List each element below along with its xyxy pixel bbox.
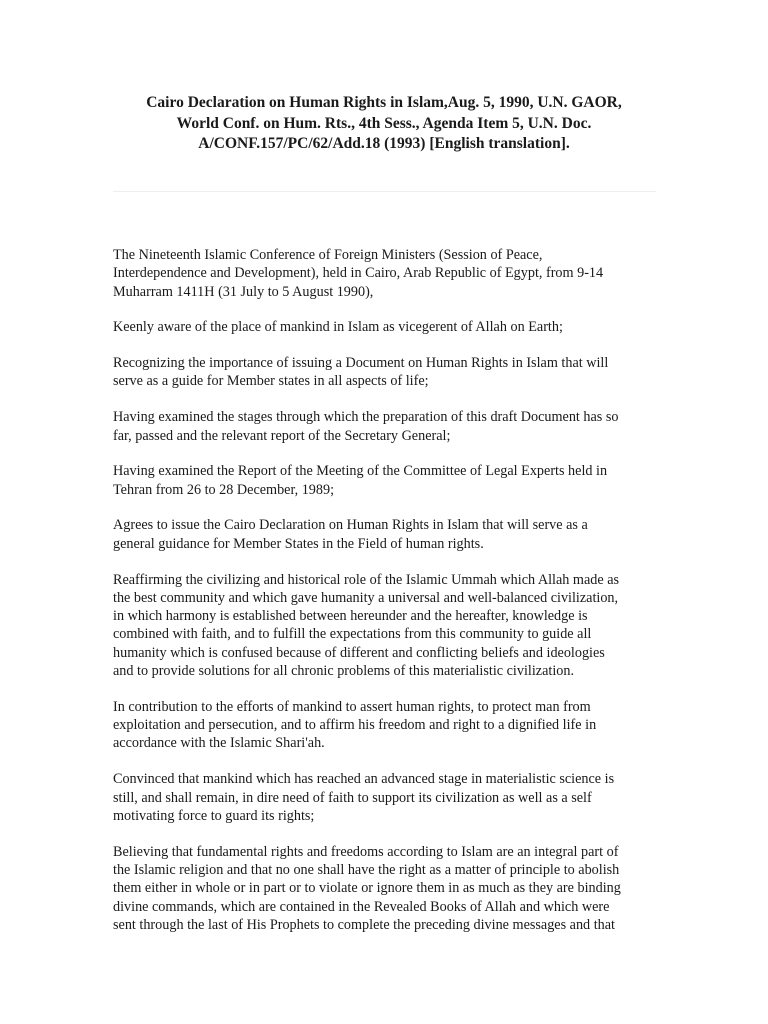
paragraph (113, 571, 673, 681)
paragraph-line: Tehran from 26 to 28 December, 1989; (113, 481, 335, 498)
paragraph (113, 354, 673, 391)
title-divider (113, 191, 656, 192)
paragraph-line: Having examined the Report of the Meeting of the Committee of Legal Experts held in (113, 463, 608, 480)
paragraph-line: the best community and which gave humanity a universal and well-balanced civilization, (113, 589, 619, 606)
paragraph-line: sent through the last of His Prophets to complete the preceding divine messages and that (113, 916, 615, 933)
paragraph-line: humanity which is confused because of different and conflicting beliefs and ideologies (113, 644, 605, 661)
paragraph-line: divine commands, which are contained in the Revealed Books of Allah and which were (113, 898, 610, 915)
paragraph (113, 770, 673, 825)
title-line: Cairo Declaration on Human Rights in Islam,Aug. 5, 1990, U.N. GAOR, (146, 94, 622, 111)
paragraph-line: serve as a guide for Member states in all aspects of life; (113, 373, 429, 390)
paragraph (113, 698, 673, 753)
paragraph-line: accordance with the Islamic Shari'ah. (113, 735, 325, 752)
title-line: A/CONF.157/PC/62/Add.18 (1993) [English translation]. (198, 135, 570, 152)
paragraph-line: Agrees to issue the Cairo Declaration on Human Rights in Islam that will serve as a (113, 517, 588, 534)
paragraph-line: and to provide solutions for all chronic problems of this materialistic civilization. (113, 663, 574, 680)
paragraph (113, 408, 673, 445)
document-title (100, 93, 668, 155)
paragraph-line: Keenly aware of the place of mankind in Islam as vicegerent of Allah on Earth; (113, 319, 563, 336)
paragraph (113, 516, 673, 553)
paragraph-line: Believing that fundamental rights and freedoms according to Islam are an integral part of (113, 843, 619, 860)
paragraph-line: Reaffirming the civilizing and historical role of the Islamic Ummah which Allah made as (113, 571, 620, 588)
paragraph-line: Interdependence and Development), held in Cairo, Arab Republic of Egypt, from 9-14 (113, 265, 604, 282)
paragraph (113, 843, 673, 934)
paragraph-line: exploitation and persecution, and to affirm his freedom and right to a dignified life in (113, 717, 597, 734)
paragraph-line: the Islamic religion and that no one shall have the right as a matter of principle to abolish (113, 861, 620, 878)
paragraph-line: combined with faith, and to fulfill the expectations from this community to guide all (113, 626, 592, 643)
paragraph-line: The Nineteenth Islamic Conference of Foreign Ministers (Session of Peace, (113, 247, 543, 263)
paragraph (113, 462, 673, 499)
paragraph-line: Muharram 1411H (31 July to 5 August 1990), (113, 283, 374, 300)
paragraph-line: Recognizing the importance of issuing a Document on Human Rights in Islam that will (113, 355, 609, 372)
paragraph (113, 246, 673, 301)
paragraph-line: them either in whole or in part or to violate or ignore them in as much as they are binding (113, 880, 621, 897)
paragraph-line: motivating force to guard its rights; (113, 807, 315, 824)
document-body (113, 246, 673, 952)
paragraph-line: in which harmony is established between hereunder and the hereafter, knowledge is (113, 608, 588, 625)
title-line: World Conf. on Hum. Rts., 4th Sess., Agenda Item 5, U.N. Doc. (176, 114, 592, 132)
paragraph-line: general guidance for Member States in the Field of human rights. (113, 535, 484, 552)
paragraph (113, 318, 673, 336)
paragraph-line: still, and shall remain, in dire need of faith to support its civilization as well as a self (113, 789, 592, 806)
paragraph-line: far, passed and the relevant report of the Secretary General; (113, 427, 451, 444)
paragraph-line: Having examined the stages through which the preparation of this draft Document has so (113, 409, 619, 426)
paragraph-line: In contribution to the efforts of mankind to assert human rights, to protect man from (113, 698, 591, 715)
paragraph-line: Convinced that mankind which has reached an advanced stage in materialistic science is (113, 771, 615, 788)
